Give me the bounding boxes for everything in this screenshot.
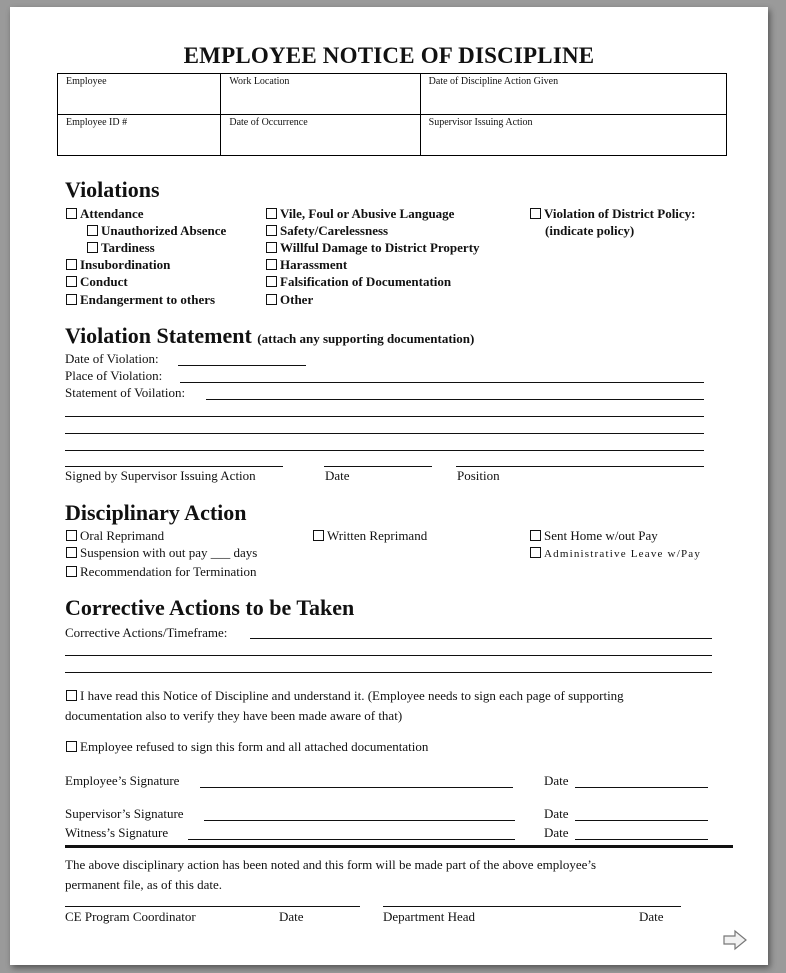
employee-field[interactable]: Employee bbox=[58, 74, 221, 115]
checkbox-icon bbox=[530, 530, 541, 541]
employee-signature-label: Employee’s Signature bbox=[65, 773, 180, 788]
indicate-policy-note: (indicate policy) bbox=[545, 223, 635, 238]
date-of-violation-label: Date of Violation: bbox=[65, 351, 159, 366]
checkbox-icon bbox=[266, 276, 277, 287]
checkbox-icon bbox=[66, 530, 77, 541]
footer-note-line1: The above disciplinary action has been noted and this form will be made part of the above employee’s bbox=[65, 857, 597, 872]
checkbox-administrative-leave[interactable]: Administrative Leave w/Pay bbox=[530, 547, 701, 560]
statement-of-violation-label: Statement of Voilation: bbox=[65, 385, 186, 400]
checkbox-icon bbox=[66, 259, 77, 270]
checkbox-icon bbox=[66, 741, 77, 752]
acknowledge-line2: documentation also to verify they have been made aware of that) bbox=[65, 708, 403, 723]
document-title: EMPLOYEE NOTICE OF DISCIPLINE bbox=[183, 43, 595, 68]
coordinator-date-label: Date bbox=[279, 909, 304, 924]
document-page bbox=[10, 7, 768, 965]
date-action-given-field[interactable]: Date of Discipline Action Given bbox=[420, 74, 726, 115]
checkbox-icon bbox=[66, 294, 77, 305]
checkbox-district-policy[interactable]: Violation of District Policy: bbox=[530, 206, 696, 222]
checkbox-other[interactable]: Other bbox=[266, 292, 313, 308]
checkbox-willful-damage[interactable]: Willful Damage to District Property bbox=[266, 240, 480, 256]
employee-signature-line[interactable] bbox=[200, 787, 513, 788]
checkbox-icon bbox=[66, 690, 77, 701]
supervisor-signature-line[interactable] bbox=[65, 466, 283, 467]
coordinator-label: CE Program Coordinator bbox=[65, 909, 196, 924]
statement-line[interactable] bbox=[206, 399, 704, 400]
section-divider bbox=[65, 845, 733, 848]
corrective-line[interactable] bbox=[250, 638, 712, 639]
supervisor-issuing-field[interactable]: Supervisor Issuing Action bbox=[420, 115, 726, 156]
employee-info-table bbox=[57, 73, 727, 156]
checkbox-safety[interactable]: Safety/Carelessness bbox=[266, 223, 388, 239]
department-head-date-label: Date bbox=[639, 909, 664, 924]
date-of-occurrence-field[interactable]: Date of Occurrence bbox=[221, 115, 420, 156]
checkbox-icon bbox=[266, 225, 277, 236]
signed-by-supervisor-label: Signed by Supervisor Issuing Action bbox=[65, 468, 256, 483]
checkbox-icon bbox=[66, 566, 77, 577]
department-head-label: Department Head bbox=[383, 909, 476, 924]
supervisor-date-label: Date bbox=[544, 806, 569, 821]
place-of-violation-label: Place of Violation: bbox=[65, 368, 163, 383]
date-of-violation-line[interactable] bbox=[178, 365, 306, 366]
corrective-line[interactable] bbox=[65, 672, 712, 673]
checkbox-icon bbox=[266, 242, 277, 253]
checkbox-attendance[interactable]: Attendance bbox=[66, 206, 144, 222]
employee-id-field[interactable]: Employee ID # bbox=[58, 115, 221, 156]
supervisor-signature-label: Supervisor’s Signature bbox=[65, 806, 184, 821]
violations-heading: Violations bbox=[65, 177, 160, 202]
position-line[interactable] bbox=[456, 466, 704, 467]
position-label: Position bbox=[457, 468, 500, 483]
checkbox-recommendation-termination[interactable]: Recommendation for Termination bbox=[66, 564, 256, 580]
statement-date-line[interactable] bbox=[324, 466, 432, 467]
corrective-timeframe-label: Corrective Actions/Timeframe: bbox=[65, 625, 228, 640]
place-of-violation-line[interactable] bbox=[180, 382, 704, 383]
checkbox-conduct[interactable]: Conduct bbox=[66, 274, 128, 290]
supervisor-date-line[interactable] bbox=[575, 820, 708, 821]
department-head-sign-line[interactable] bbox=[383, 906, 681, 907]
checkbox-unauthorized-absence[interactable]: Unauthorized Absence bbox=[87, 223, 226, 239]
checkbox-icon bbox=[266, 294, 277, 305]
checkbox-oral-reprimand[interactable]: Oral Reprimand bbox=[66, 528, 164, 544]
checkbox-written-reprimand[interactable]: Written Reprimand bbox=[313, 528, 427, 544]
corrective-actions-heading: Corrective Actions to be Taken bbox=[65, 595, 355, 620]
checkbox-icon bbox=[530, 208, 541, 219]
checkbox-icon bbox=[313, 530, 324, 541]
witness-date-label: Date bbox=[544, 825, 569, 840]
checkbox-icon bbox=[66, 547, 77, 558]
checkbox-falsification[interactable]: Falsification of Documentation bbox=[266, 274, 451, 290]
witness-date-line[interactable] bbox=[575, 839, 708, 840]
witness-signature-label: Witness’s Signature bbox=[65, 825, 169, 840]
employee-date-line[interactable] bbox=[575, 787, 708, 788]
checkbox-abusive-language[interactable]: Vile, Foul or Abusive Language bbox=[266, 206, 454, 222]
employee-date-label: Date bbox=[544, 773, 569, 788]
disciplinary-action-heading: Disciplinary Action bbox=[65, 500, 247, 525]
violation-statement-heading: Violation Statement (attach any supporting documentation) bbox=[65, 323, 475, 348]
corrective-line[interactable] bbox=[65, 655, 712, 656]
checkbox-insubordination[interactable]: Insubordination bbox=[66, 257, 170, 273]
next-page-arrow-icon[interactable] bbox=[722, 929, 748, 951]
statement-line[interactable] bbox=[65, 416, 704, 417]
work-location-field[interactable]: Work Location bbox=[221, 74, 420, 115]
statement-line[interactable] bbox=[65, 450, 704, 451]
supervisor-sign-line[interactable] bbox=[204, 820, 515, 821]
checkbox-employee-refused[interactable]: Employee refused to sign this form and all attached documentation bbox=[66, 739, 428, 755]
attach-note: (attach any supporting documentation) bbox=[257, 331, 475, 346]
checkbox-icon bbox=[87, 242, 98, 253]
checkbox-icon bbox=[66, 276, 77, 287]
checkbox-tardiness[interactable]: Tardiness bbox=[87, 240, 155, 256]
checkbox-icon bbox=[66, 208, 77, 219]
witness-sign-line[interactable] bbox=[188, 839, 515, 840]
checkbox-acknowledge[interactable]: I have read this Notice of Discipline and understand it. (Employee needs to sign each page of supporting bbox=[66, 688, 624, 704]
checkbox-harassment[interactable]: Harassment bbox=[266, 257, 347, 273]
checkbox-endangerment[interactable]: Endangerment to others bbox=[66, 292, 215, 308]
footer-note-line2: permanent file, as of this date. bbox=[65, 877, 223, 892]
checkbox-icon bbox=[266, 259, 277, 270]
checkbox-icon bbox=[87, 225, 98, 236]
coordinator-sign-line[interactable] bbox=[65, 906, 360, 907]
statement-line[interactable] bbox=[65, 433, 704, 434]
statement-date-label: Date bbox=[325, 468, 350, 483]
checkbox-icon bbox=[266, 208, 277, 219]
checkbox-icon bbox=[530, 547, 541, 558]
checkbox-suspension[interactable]: Suspension with out pay ___ days bbox=[66, 545, 257, 561]
checkbox-sent-home[interactable]: Sent Home w/out Pay bbox=[530, 528, 658, 544]
